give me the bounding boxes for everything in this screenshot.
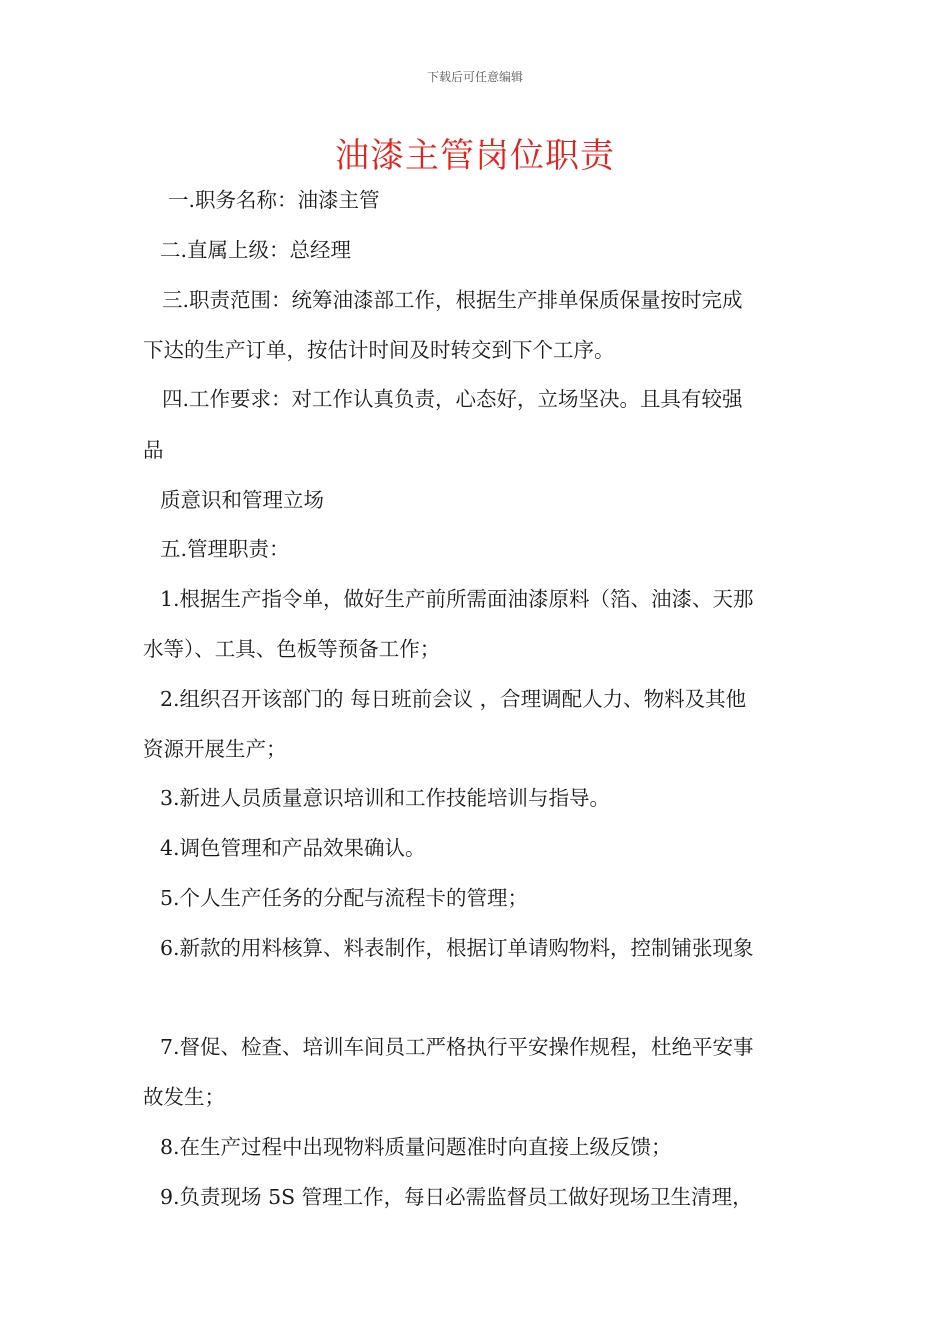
text-line: 3.新进人员质量意识培训和工作技能培训与指导。 [160,786,611,810]
text-line: 故发生； [143,1085,225,1109]
text-line: 2.组织召开该部门的 每日班前会议 ，合理调配人力、物料及其他 [160,687,747,711]
text-line: 7.督促、检查、培训车间员工严格执行平安操作规程，杜绝平安事 [160,1035,754,1059]
page-header: 下载后可任意编辑 [426,70,523,84]
text-line: 4.调色管理和产品效果确认。 [160,836,426,860]
text-line: 二.直属上级：总经理 [160,238,352,262]
text-line: 6.新款的用料核算、料表制作，根据订单请购物料，控制铺张现象 [160,936,754,960]
text-line: 8.在生产过程中出现物料质量问题准时向直接上级反馈； [160,1135,672,1159]
text-line: 五.管理职责： [160,537,290,561]
text-line: 水等）、工具、色板等预备工作； [143,637,441,661]
text-line: 9.负责现场 5S 管理工作，每日必需监督员工做好现场卫生清理， [160,1185,753,1209]
text-line: 5.个人生产任务的分配与流程卡的管理； [160,886,529,910]
text-line: 资源开展生产； [143,737,287,761]
text-line: 质意识和管理立场 [160,488,324,512]
text-line: 下达的生产订单，按估计时间及时转交到下个工序。 [143,338,615,362]
text-line: 一.职务名称：油漆主管 [168,188,380,212]
text-line: 三.职责范围：统筹油漆部工作，根据生产排单保质保量按时完成 [162,288,743,312]
text-line: 品 [143,438,164,462]
text-line: 四.工作要求：对工作认真负责，心态好，立场坚决。且具有较强 [162,387,743,411]
text-line: 1.根据生产指令单，做好生产前所需面油漆原料（箔、油漆、天那 [160,587,754,611]
document-title: 油漆主管岗位职责 [335,136,615,176]
